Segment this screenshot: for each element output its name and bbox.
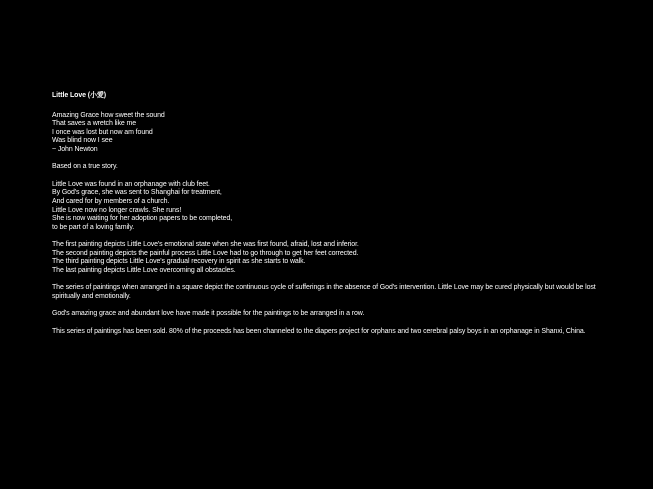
series-square-paragraph <box>52 284 612 301</box>
poem-line: I once was lost but now am found <box>52 128 153 136</box>
poem-line: Amazing Grace how sweet the sound <box>52 111 165 119</box>
based-on-note <box>52 163 612 172</box>
painting-description: The second painting depicts the painful process Little Love had to go through to get her feet corrected. <box>52 249 359 257</box>
painting-description: The last painting depicts Little Love overcoming all obstacles. <box>52 266 236 274</box>
poem-line: Was blind now I see <box>52 137 113 145</box>
painting-description: The first painting depicts Little Love's emotional state when she was first found, afraid, lost and inferior. <box>52 241 359 249</box>
sold-note-paragraph <box>52 328 612 337</box>
story-line: She is now waiting for her adoption papers to be completed, <box>52 215 233 223</box>
story-block <box>52 181 612 233</box>
grace-row-paragraph <box>52 310 612 319</box>
based-on-text: Based on a true story. <box>52 163 118 171</box>
grace-row-text: God's amazing grace and abundant love have made it possible for the paintings to be arranged in a row. <box>52 310 365 318</box>
story-line: And cared for by members of a church. <box>52 197 170 205</box>
document-body <box>52 92 612 345</box>
painting-description: The third painting depicts Little Love's gradual recovery in spirit as she starts to walk. <box>52 258 306 266</box>
document-title: Little Love (小愛) <box>52 92 107 99</box>
paintings-block <box>52 241 612 275</box>
story-line: Little Love was found in an orphanage with club feet. <box>52 180 210 188</box>
sold-note-text: This series of paintings has been sold. 80% of the proceeds has been channeled to the diapers project for orphans and two cerebral palsy boys in an orphanage in Shanxi, China. <box>52 327 586 335</box>
poem-attribution: ~ John Newton <box>52 145 98 153</box>
poem-block <box>52 112 612 155</box>
story-line: to be part of a loving family. <box>52 223 135 231</box>
series-square-text: The series of paintings when arranged in a square depict the continuous cycle of sufferings in the absence of God's intervention. Little Love may be cured physically but would be lost spiritually and emotionally. <box>52 284 596 300</box>
poem-line: That saves a wretch like me <box>52 120 137 128</box>
story-line: Little Love now no longer crawls. She runs! <box>52 206 182 214</box>
story-line: By God's grace, she was sent to Shanghai for treatment, <box>52 189 222 197</box>
